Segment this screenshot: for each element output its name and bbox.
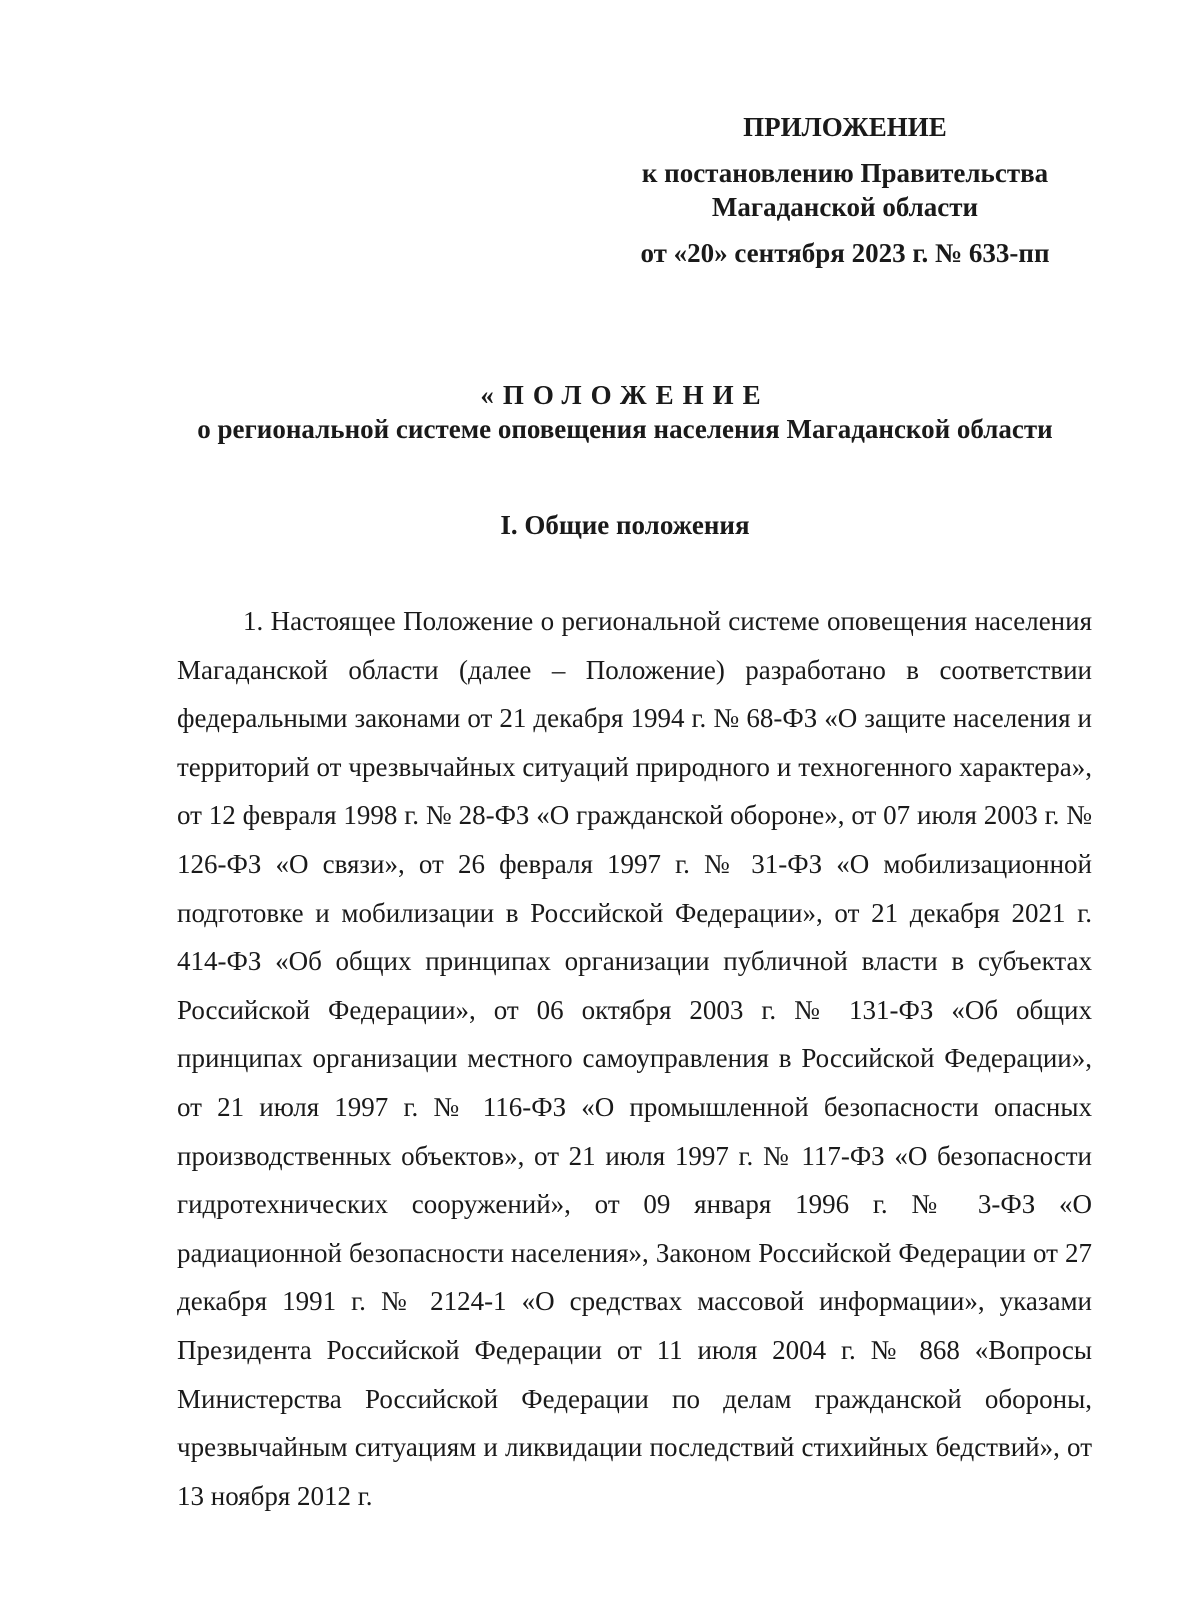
document-title: «ПОЛОЖЕНИЕ — [480, 380, 770, 410]
document-title-block — [150, 378, 1100, 446]
section-heading: I. Общие положения — [500, 510, 750, 540]
document-subtitle: о региональной системе оповещения населения Магаданской области — [197, 414, 1053, 444]
appendix-reference-line-1: к постановлению Правительства — [641, 158, 1049, 188]
appendix-reference-line-2: Магаданской области — [711, 192, 979, 222]
body-paragraph-1: 1. Настоящее Положение о региональной системе оповещения населения Магаданской области (далее – Положение) разработано в соответствии федеральными законами от 21 декабря 1994 г. № 68-ФЗ «О защите населения и территорий от чрезвычайных ситуаций природного и техногенного характера», от 12 февраля 1998 г. № 28-ФЗ «О гражданской обороне», от 07 июля 2003 г. № 126-ФЗ «О связи», от 26 февраля 1997 г. № 31-ФЗ «О мобилизационной подготовке и мобилизации в Российской Федерации», от 21 декабря 2021 г. 414-ФЗ «Об общих принципах организации публичной власти в субъектах Российской Федерации», от 06 октября 2003 г. № 131-ФЗ «Об общих принципах организации местного самоуправления в Российской Федерации», от 21 июля 1997 г. № 116-ФЗ «О промышленной безопасности опасных производственных объектов», от 21 июля 1997 г. № 117-ФЗ «О безопасности гидротехнических сооружений», от 09 января 1996 г. № 3-ФЗ «О радиационной безопасности населения», Законом Российской Федерации от 27 декабря 1991 г. № 2124-1 «О средствах массовой информации», указами Президента Российской Федерации от 11 июля 2004 г. № 868 «Вопросы Министерства Российской Федерации по делам гражданской обороны, чрезвычайным ситуациям и ликвидации последствий стихийных бедствий», от 13 ноября 2012 г. — [177, 606, 1092, 1511]
appendix-block — [600, 110, 1090, 270]
appendix-label: ПРИЛОЖЕНИЕ — [743, 112, 947, 142]
appendix-date-number: от «20» сентября 2023 г. № 633-пп — [640, 238, 1050, 268]
